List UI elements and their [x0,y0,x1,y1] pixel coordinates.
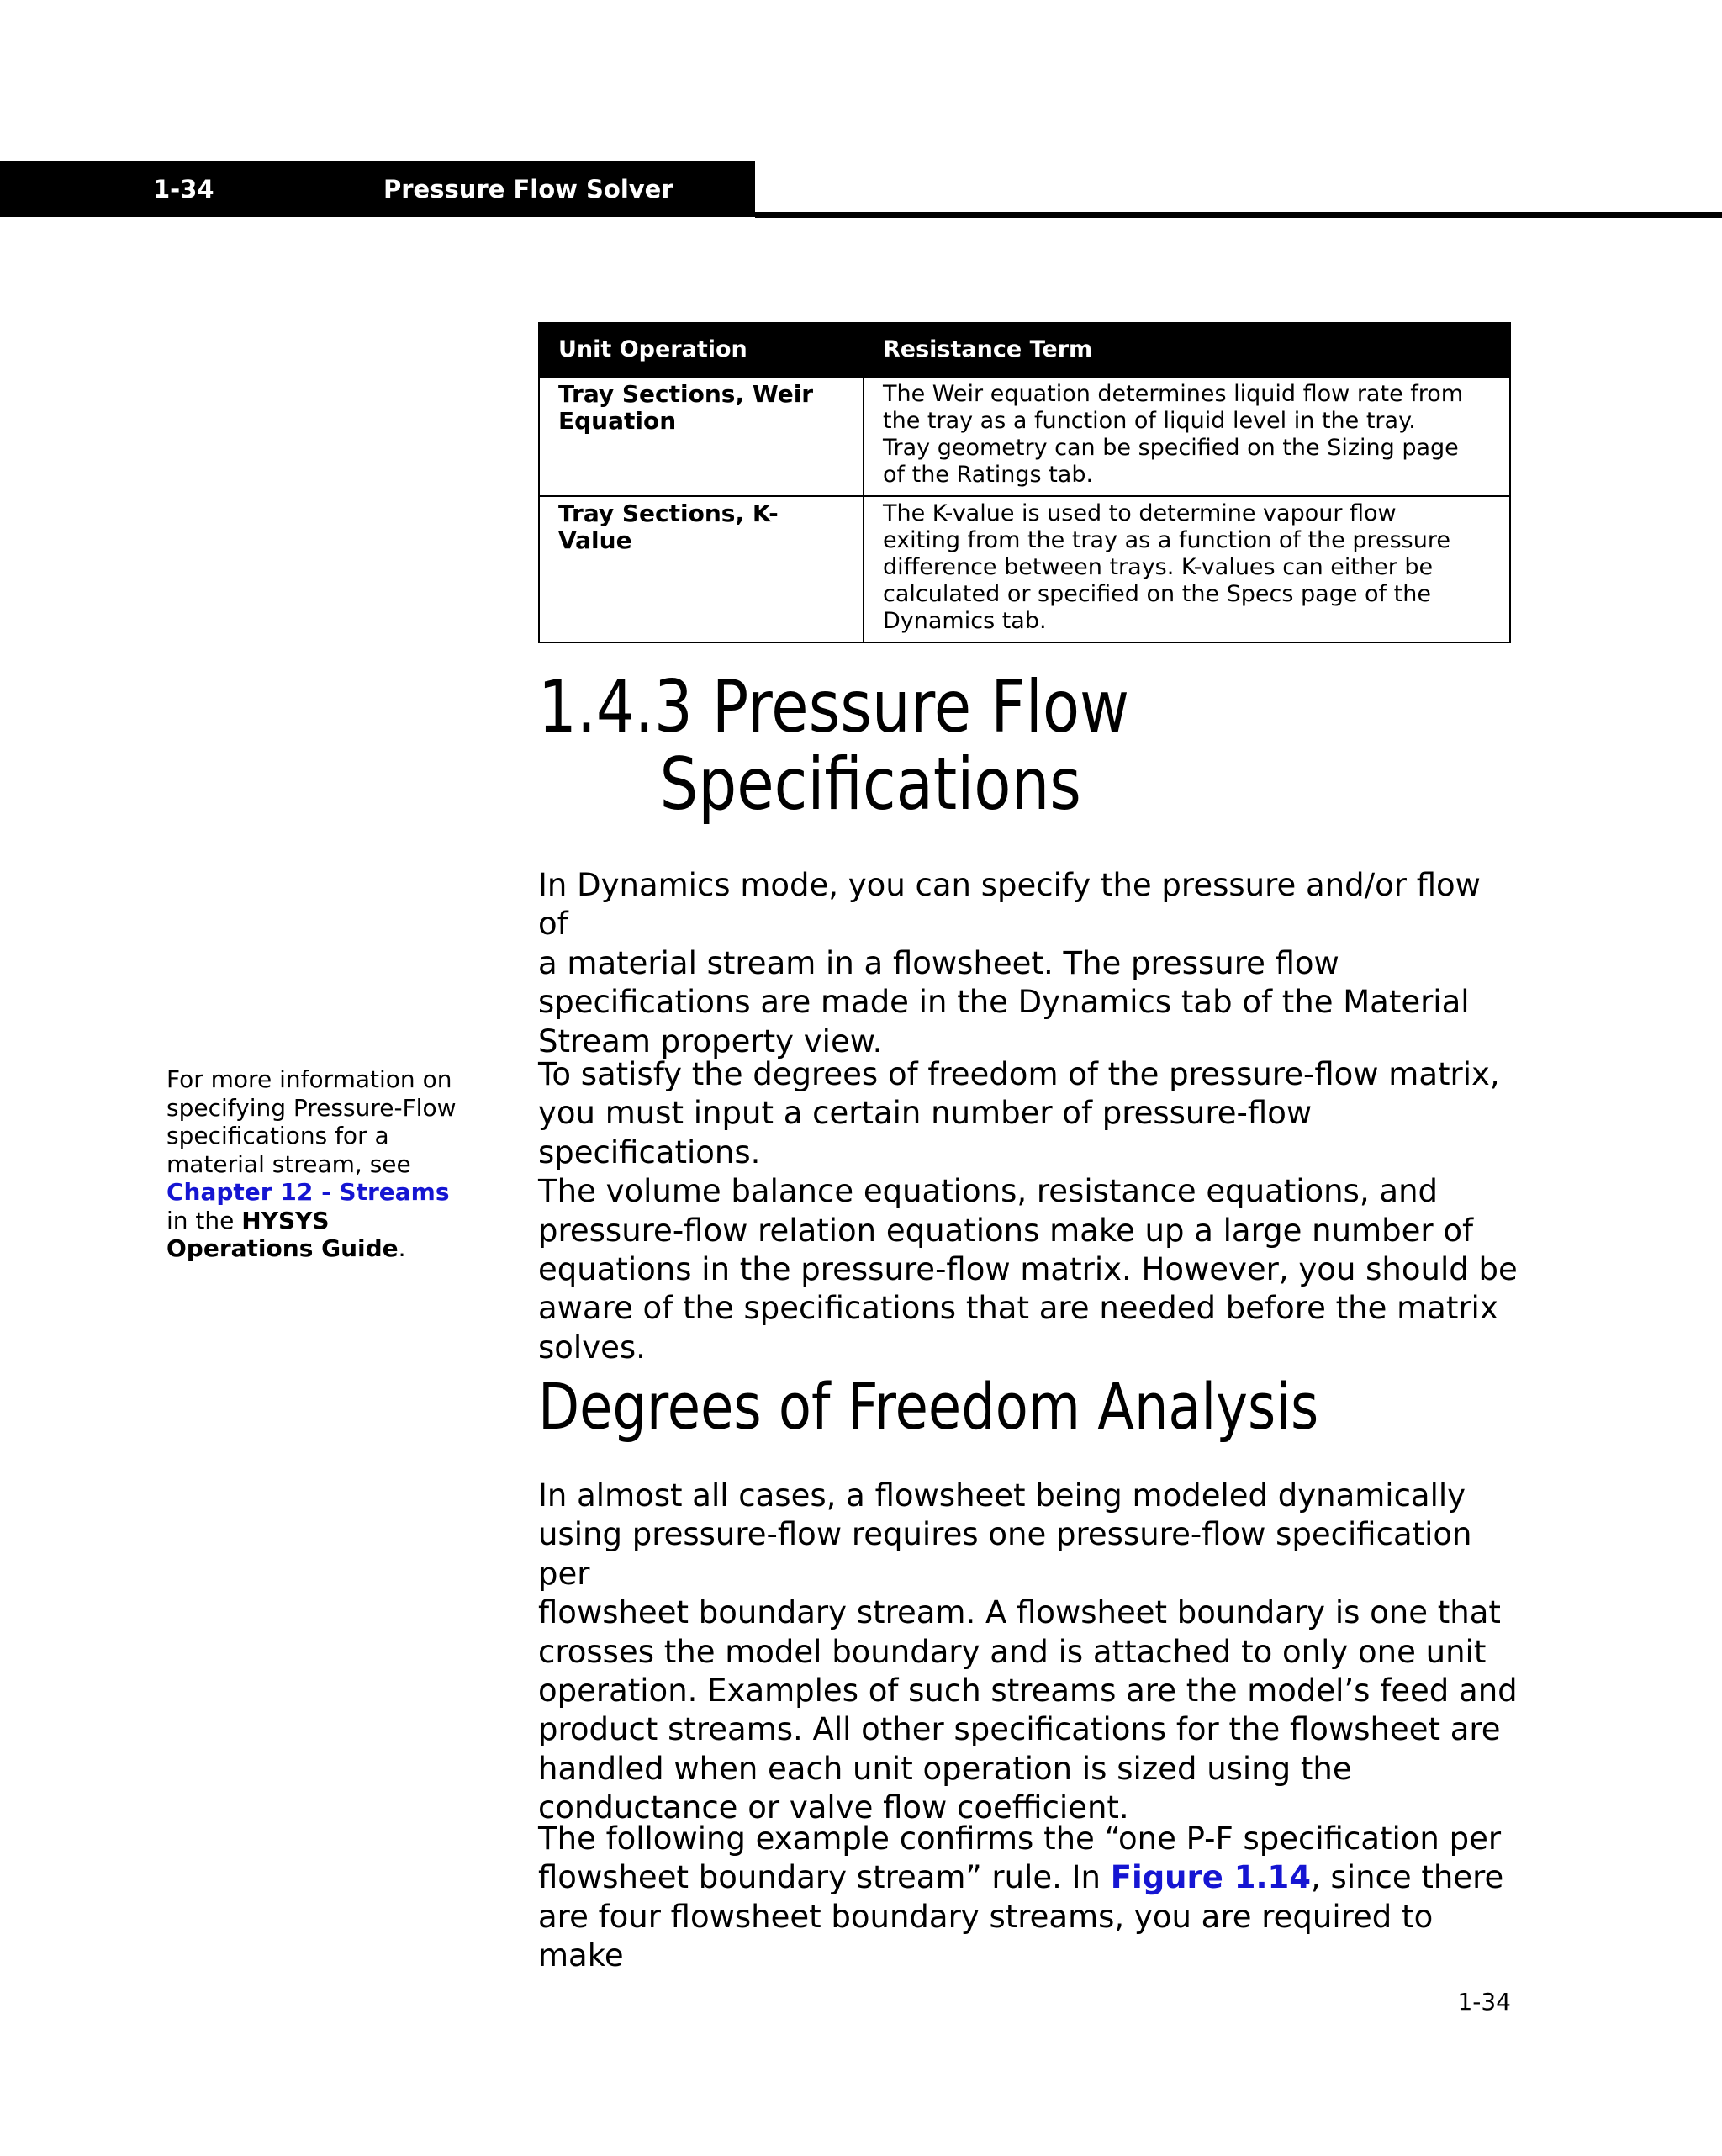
paragraph-line: product streams. All other specifications for the flowsheet are [538,1711,1501,1748]
paragraph-line: The volume balance equations, resistance equations, and [538,1173,1439,1210]
description-line: The K-value is used to determine vapour flow [883,500,1397,526]
column-header-unit-operation: Unit Operation [539,323,864,377]
paragraph-line: In almost all cases, a flowsheet being modeled dynamically [538,1477,1466,1514]
sidenote-period: . [398,1234,406,1262]
resistance-table [538,322,1511,643]
paragraph-line: using pressure-flow requires one pressure-flow specification per [538,1516,1472,1592]
paragraph-line: crosses the model boundary and is attached to only one unit [538,1633,1487,1670]
description-line: Dynamics tab. [883,608,1047,634]
paragraph-line: The following example confirms the “one P-F specification per [538,1820,1502,1857]
subsection-heading: Degrees of Freedom Analysis [538,1369,1319,1444]
paragraph-text: flowsheet boundary stream” rule. In [538,1859,1111,1896]
paragraph-line: a material stream in a flowsheet. The pressure flow [538,944,1339,981]
paragraph-line: conductance or valve flow coefficient. [538,1789,1129,1826]
table-row [539,377,1510,496]
sidenote-line: specifications for a [166,1122,389,1149]
description-line: of the Ratings tab. [883,462,1094,488]
table-header-row [539,323,1510,377]
section-heading [538,665,1386,827]
table-row [539,496,1510,642]
sidenote-line: specifying Pressure-Flow [166,1093,457,1122]
body-paragraph [538,866,1518,1061]
paragraph-line: aware of the specifications that are needed before the matrix [538,1290,1498,1327]
description-line: the tray as a function of liquid level in the tray. [883,408,1416,434]
description-line: Tray geometry can be specified on the Sizing page [883,435,1459,461]
table-cell-operation [539,496,864,642]
header-page-number: 1-34 [153,175,214,203]
guide-name-bold: Operations Guide [166,1234,399,1262]
figure-link[interactable]: Figure 1.14 [1110,1859,1312,1896]
header-rule [755,212,1722,218]
paragraph-line: specifications are made in the Dynamics tab of the Material [538,984,1470,1021]
paragraph-text: , since there [1311,1859,1504,1896]
paragraph-line: handled when each unit operation is sized using the [538,1750,1352,1787]
paragraph-line: are four flowsheet boundary streams, you are required to make [538,1898,1434,1974]
column-header-resistance-term: Resistance Term [864,323,1510,377]
paragraph-line: To satisfy the degrees of freedom of the pressure-flow matrix, [538,1056,1500,1092]
sidenote [166,1065,478,1263]
description-line: exiting from the tray as a function of the pressure [883,527,1450,553]
table-cell-description [864,377,1510,496]
paragraph-line: equations in the pressure-flow matrix. However, you should be [538,1251,1518,1288]
paragraph-line: pressure-flow relation equations make up a large number of [538,1212,1474,1249]
operation-line: Value [558,526,632,554]
paragraph-line: you must input a certain number of pressure-flow specifications. [538,1095,1313,1170]
paragraph-line: operation. Examples of such streams are the model’s feed and [538,1672,1518,1709]
operation-line: Tray Sections, K- [558,499,779,527]
body-paragraph [538,1820,1518,1976]
header-section-title: Pressure Flow Solver [383,175,673,203]
description-line: difference between trays. K-values can either be [883,554,1434,580]
table-cell-description [864,496,1510,642]
operation-line: Equation [558,407,677,435]
sidenote-line: material stream, see [166,1149,411,1178]
sidenote-in-the: in the [166,1206,242,1234]
paragraph-line: In Dynamics mode, you can specify the pressure and/or flow of [538,867,1481,943]
paragraph-line: solves. [538,1329,646,1366]
section-heading-line: 1.4.3 Pressure Flow [538,665,1130,749]
operation-line: Tray Sections, Weir [558,380,814,408]
sidenote-line: For more information on [166,1065,452,1093]
body-paragraph [538,1055,1518,1367]
body-paragraph [538,1477,1518,1828]
footer-page-number: 1-34 [1457,1988,1511,2016]
description-line: The Weir equation determines liquid flow rate from [883,381,1464,407]
guide-name-bold: HYSYS [241,1206,330,1234]
section-heading-line: Specifications [659,742,1081,827]
paragraph-line: Stream property view. [538,1023,883,1060]
paragraph-line: flowsheet boundary stream. A flowsheet boundary is one that [538,1594,1501,1631]
table-cell-operation [539,377,864,496]
chapter-link[interactable]: Chapter 12 - Streams [166,1178,450,1206]
description-line: calculated or specified on the Specs page of the [883,581,1431,607]
